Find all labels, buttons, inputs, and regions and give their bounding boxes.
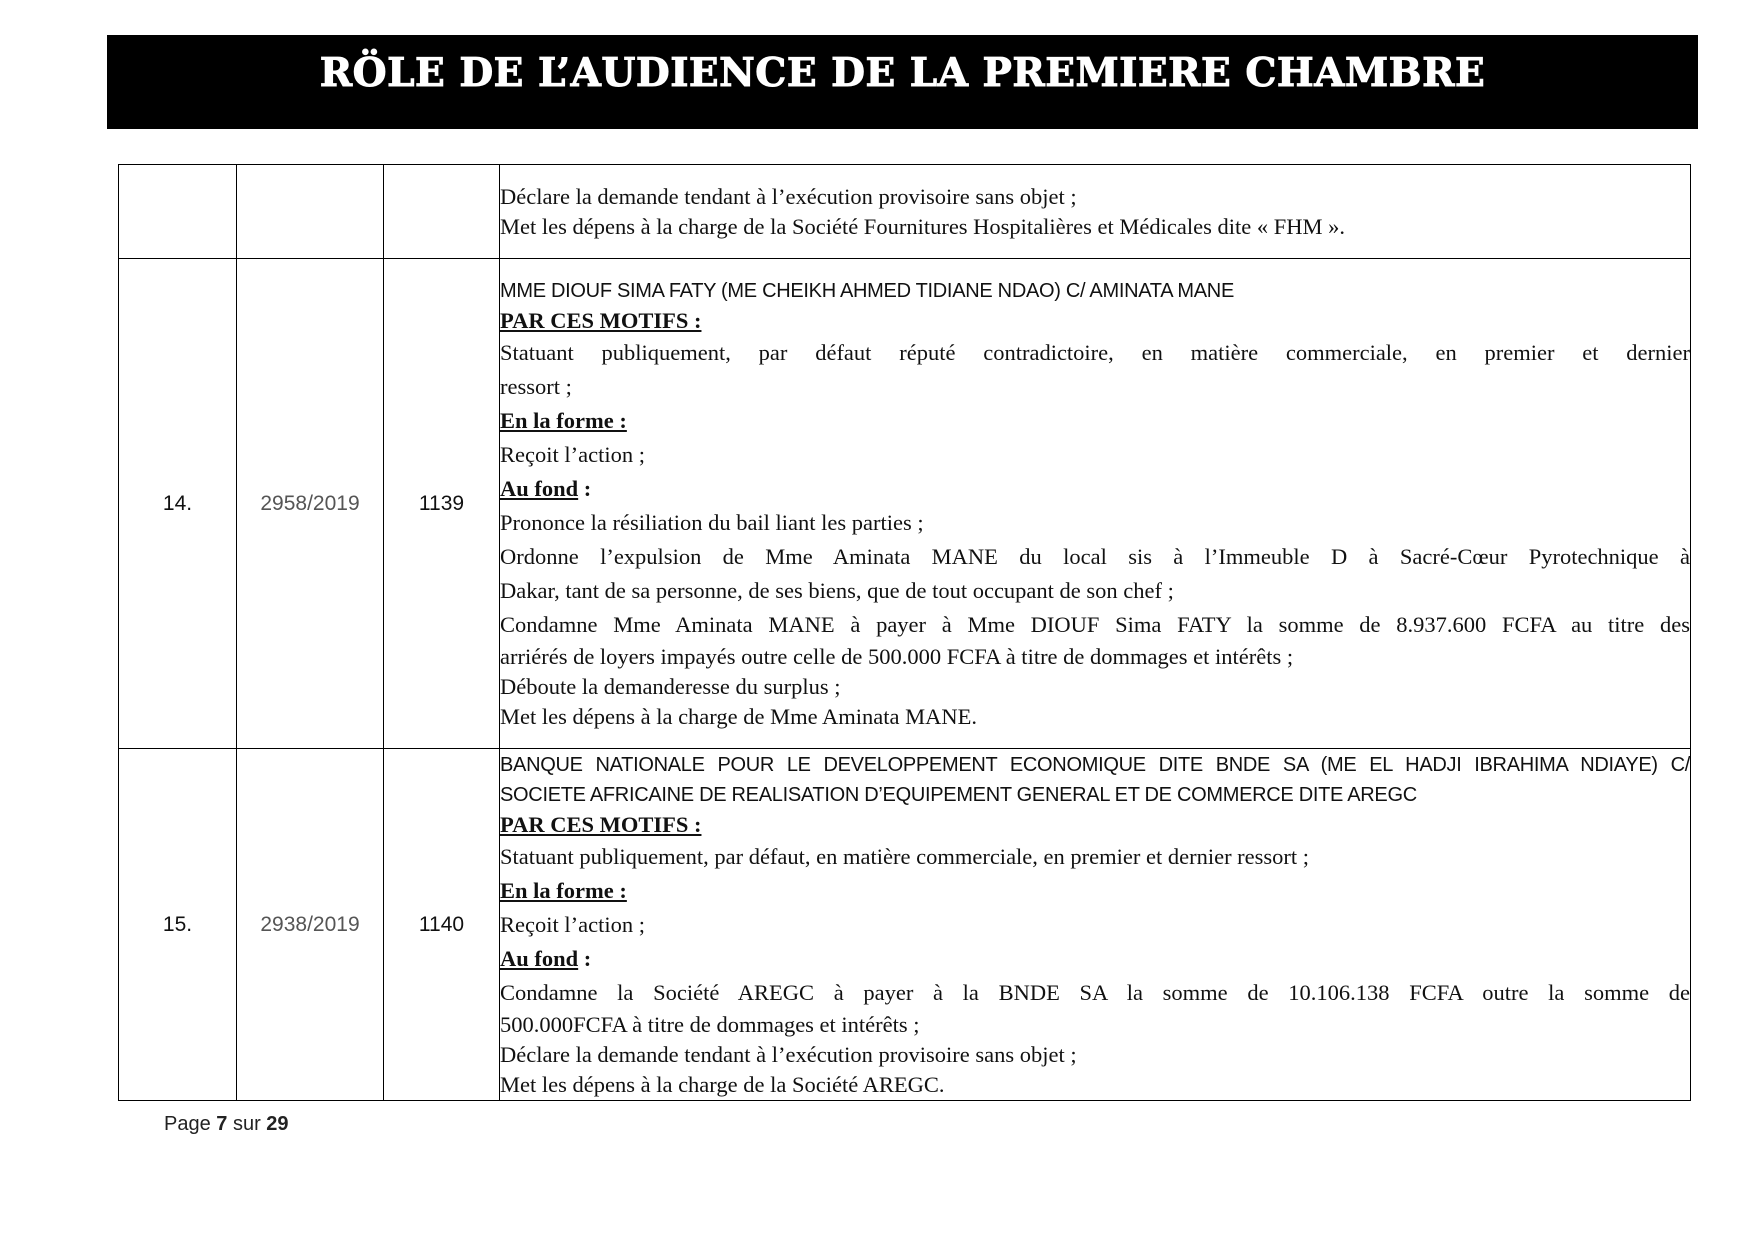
decision-number-cell <box>384 165 500 259</box>
total-pages-number: 29 <box>266 1113 289 1135</box>
ruling-line: 500.000FCFA à titre de dommages et intérêts ; <box>500 1011 920 1037</box>
fond-colon: : <box>578 945 592 971</box>
motifs-heading: PAR CES MOTIFS : <box>500 307 702 333</box>
ruling-line: Prononce la résiliation du bail liant les parties ; <box>500 509 924 535</box>
ruling-line: Déclare la demande tendant à l’exécution provisoire sans objet ; <box>500 183 1077 209</box>
ruling-text-cell <box>500 165 1691 259</box>
fond-heading: Au fond <box>500 945 579 971</box>
forme-heading: En la forme : <box>500 877 627 903</box>
motifs-heading: PAR CES MOTIFS : <box>500 811 702 837</box>
fond-heading: Au fond <box>500 475 579 501</box>
ruling-line: Met les dépens à la charge de la Société Fournitures Hospitalières et Médicales dite « FHM ». <box>500 213 1345 239</box>
ruling-line: Déboute la demanderesse du surplus ; <box>500 673 841 699</box>
ruling-line: Déclare la demande tendant à l’exécution provisoire sans objet ; <box>500 1041 1077 1067</box>
ruling-line: Met les dépens à la charge de la Société AREGC. <box>500 1071 945 1097</box>
parties-line: MME DIOUF SIMA FATY (ME CHEIKH AHMED TIDIANE NDAO) C/ AMINATA MANE <box>500 279 1234 302</box>
case-number-cell <box>119 165 237 259</box>
decision-number-cell: 1139 <box>384 259 500 749</box>
ruling-line: Statuant publiquement, par défaut, en matière commerciale, en premier et dernier ressort ; <box>500 843 1310 869</box>
ruling-line: Ordonne l’expulsion de Mme Aminata MANE du local sis à l’Immeuble D à Sacré-Cœur Pyrotechnique à <box>500 543 1690 569</box>
ruling-line: ressort ; <box>500 373 572 399</box>
forme-heading: En la forme : <box>500 407 627 433</box>
rg-number-cell <box>237 165 384 259</box>
fond-colon: : <box>578 475 592 501</box>
table-row <box>119 749 1691 1101</box>
case-number-cell: 14. <box>119 259 237 749</box>
ruling-text-cell <box>500 259 1691 749</box>
fond-heading-line <box>500 942 1690 976</box>
page-header-banner <box>107 35 1698 129</box>
ruling-line: arriérés de loyers impayés outre celle de 500.000 FCFA à titre de dommages et intérêts ; <box>500 643 1294 669</box>
hearing-roll-table <box>118 164 1691 1101</box>
table-row <box>119 165 1691 259</box>
table-row <box>119 259 1691 749</box>
ruling-text-cell <box>500 749 1691 1101</box>
rg-number-cell: 2958/2019 <box>237 259 384 749</box>
case-number-cell: 15. <box>119 749 237 1101</box>
rg-number-cell: 2938/2019 <box>237 749 384 1101</box>
ruling-line: Condamne Mme Aminata MANE à payer à Mme DIOUF Sima FATY la somme de 8.937.600 FCFA au titre des <box>500 611 1690 637</box>
decision-number-cell: 1140 <box>384 749 500 1101</box>
ruling-line: Met les dépens à la charge de Mme Aminata MANE. <box>500 703 977 729</box>
page-footer <box>164 1113 289 1136</box>
parties-line: BANQUE NATIONALE POUR LE DEVELOPPEMENT ECONOMIQUE DITE BNDE SA (ME EL HADJI IBRAHIMA NDIAYE) C/ <box>500 753 1690 776</box>
ruling-line: Reçoit l’action ; <box>500 911 645 937</box>
ruling-line: Reçoit l’action ; <box>500 441 645 467</box>
ruling-line: Statuant publiquement, par défaut réputé contradictoire, en matière commerciale, en premier et dernier <box>500 339 1690 365</box>
ruling-line: Condamne la Société AREGC à payer à la BNDE SA la somme de 10.106.138 FCFA outre la somme de <box>500 979 1690 1005</box>
page-title: RÖLE DE L’AUDIENCE DE LA PREMIERE CHAMBRE <box>319 50 1486 96</box>
current-page-number: 7 <box>216 1113 228 1135</box>
ruling-line: Dakar, tant de sa personne, de ses biens, que de tout occupant de son chef ; <box>500 577 1174 603</box>
page-label: Page <box>164 1113 217 1135</box>
page-separator: sur <box>227 1113 267 1135</box>
parties-line: SOCIETE AFRICAINE DE REALISATION D’EQUIPEMENT GENERAL ET DE COMMERCE DITE AREGC <box>500 783 1417 806</box>
fond-heading-line <box>500 472 1690 506</box>
